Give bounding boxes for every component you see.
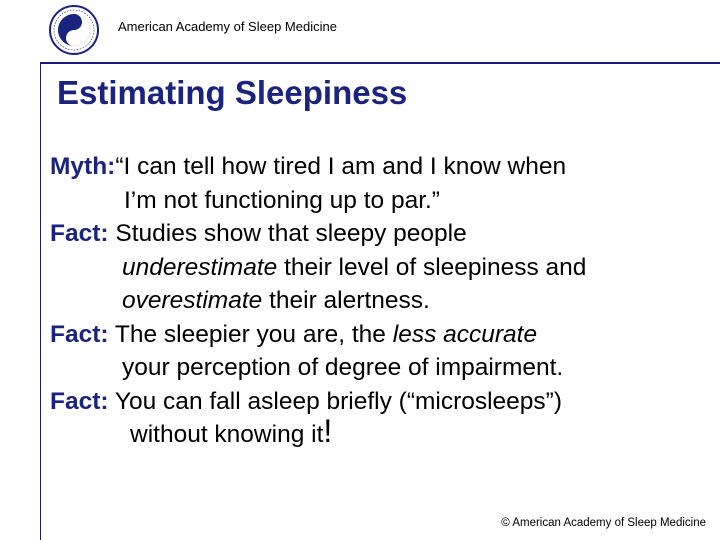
myth-text-1: “I can tell how tired I am and I know when — [115, 153, 567, 180]
fact3-line-2 — [50, 413, 710, 452]
fact2-label: Fact: — [50, 320, 109, 348]
copyright-footer: © American Academy of Sleep Medicine — [501, 517, 706, 529]
fact1-label: Fact: — [50, 220, 109, 247]
fact1-line-1 — [50, 217, 710, 251]
fact1-em-underestimate: underestimate — [122, 253, 278, 281]
fact3-text-1: You can fall asleep briefly (“microsleeps”) — [108, 387, 563, 415]
fact1-text-3: their alertness. — [262, 287, 430, 314]
fact3-line-1 — [50, 385, 710, 419]
fact2-em-less-accurate: less accurate — [392, 320, 538, 348]
fact2-text-1: The sleepier you are, the — [108, 320, 393, 348]
fact2-line-2: your perception of degree of impairment. — [122, 354, 564, 381]
myth-line-1 — [50, 150, 710, 184]
fact1-text-1: Studies show that sleepy people — [108, 220, 467, 247]
myth-label: Myth: — [50, 153, 116, 180]
fact2-line-1 — [50, 318, 710, 352]
slide-body — [50, 150, 710, 452]
fact1-em-overestimate: overestimate — [122, 287, 263, 314]
aasm-logo-icon — [44, 4, 104, 56]
org-name: American Academy of Sleep Medicine — [118, 19, 337, 34]
fact1-line-3 — [50, 284, 710, 318]
slide-title: Estimating Sleepiness — [57, 74, 408, 111]
fact3-label: Fact: — [50, 387, 109, 415]
header-divider — [40, 62, 720, 64]
fact1-text-2: their level of sleepiness and — [277, 253, 587, 281]
fact3-exclamation: ! — [323, 413, 333, 449]
fact3-text-2: without knowing it — [130, 421, 324, 448]
left-divider — [40, 62, 41, 540]
myth-line-2: I’m not functioning up to par.” — [124, 186, 440, 214]
fact1-line-2 — [50, 251, 710, 285]
